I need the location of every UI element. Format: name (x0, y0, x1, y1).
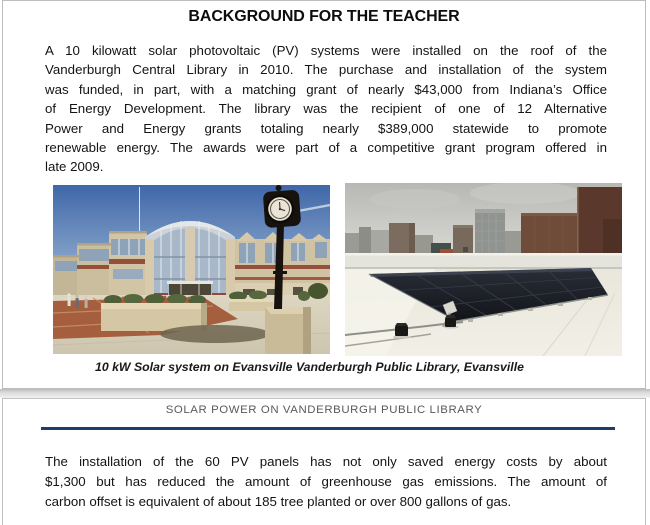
paragraph-line: Power and Energy grants totaling nearly $389,000 statewide to promote (45, 120, 607, 136)
background-section-box (2, 0, 646, 389)
paragraph-line: $1,300 but has reduced the amount of greenhouse gas emissions. The amount of (45, 473, 607, 489)
rooftop-solar-photo (345, 183, 622, 356)
teacher-background-paragraph (45, 41, 607, 177)
library-building-photo (53, 185, 330, 354)
paragraph-line: A 10 kilowatt solar photovoltaic (PV) systems were installed on the roof of the (45, 43, 607, 58)
paragraph-line: of Energy Development. The library was the recipient of one of 12 Alternative (45, 101, 607, 117)
page-title: BACKGROUND FOR THE TEACHER (188, 8, 460, 25)
navy-divider-rule (41, 427, 615, 430)
paragraph-line: renewable energy. The awards were part of a competitive grant program offered in (45, 140, 607, 156)
paragraph-line: The installation of the 60 PV panels has not only saved energy costs by about (45, 454, 607, 469)
photo-caption: 10 kW Solar system on Evansville Vanderburgh Public Library, Evansville (95, 360, 524, 374)
section-separator (0, 389, 650, 398)
paragraph-line: was funded, in part, with a matching grant of nearly $43,000 from Indiana’s Office (45, 81, 607, 97)
solar-savings-paragraph (45, 452, 607, 512)
solar-section-heading: SOLAR POWER ON VANDERBURGH PUBLIC LIBRARY (165, 404, 483, 416)
paragraph-line: carbon offset is equivalent of about 185 tree planted or over 800 gallons of gas. (45, 493, 512, 509)
paragraph-line: Vanderburgh Central Library in 2010. The purchase and installation of the system (45, 62, 607, 78)
paragraph-line: late 2009. (45, 159, 104, 175)
solar-power-section-box (2, 398, 646, 525)
